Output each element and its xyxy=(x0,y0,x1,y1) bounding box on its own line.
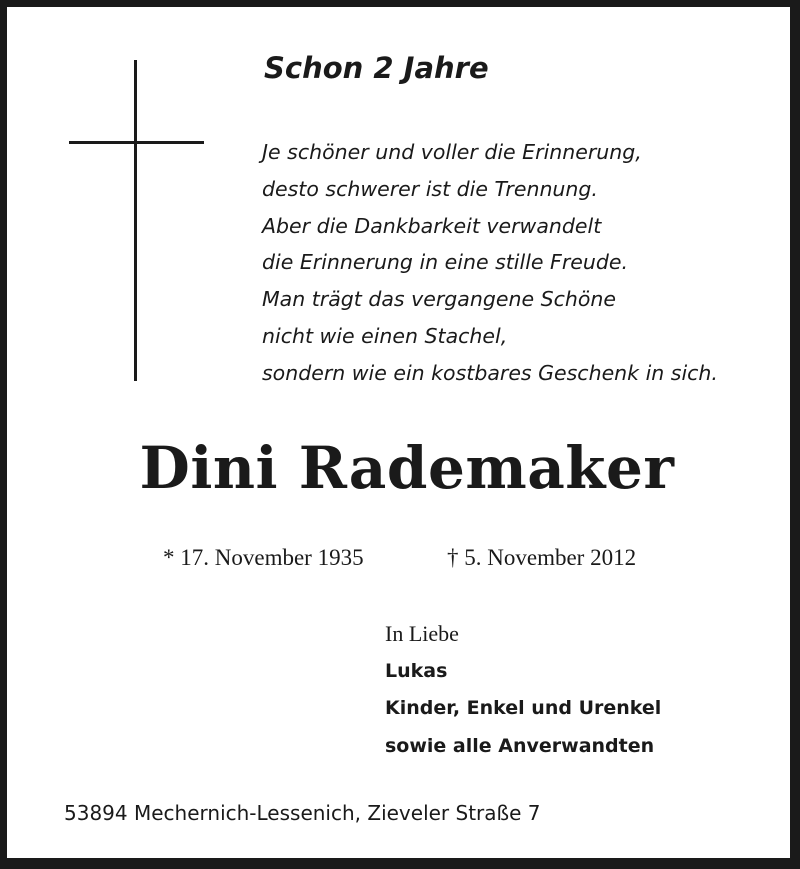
mourner-line: Kinder, Enkel und Urenkel xyxy=(385,697,662,719)
poem-line: Aber die Dankbarkeit verwandelt xyxy=(262,213,602,238)
poem-line: die Erinnerung in eine stille Freude. xyxy=(262,250,628,275)
notice-heading: Schon 2 Jahre xyxy=(264,51,489,85)
poem-line: nicht wie einen Stachel, xyxy=(262,323,508,348)
signature-intro: In Liebe xyxy=(385,621,459,646)
mourner-line: sowie alle Anverwandten xyxy=(385,734,655,757)
poem-line: sondern wie ein kostbares Geschenk in sich. xyxy=(262,360,718,385)
poem-line: Je schöner und voller die Erinnerung, xyxy=(262,140,642,164)
birth-date: * 17. November 1935 xyxy=(163,545,364,570)
memorial-poem xyxy=(262,134,718,392)
death-date: † 5. November 2012 xyxy=(447,545,637,570)
mourners-signature xyxy=(385,615,661,765)
mourning-address: 53894 Mechernich-Lessenich, Zieveler Straße 7 xyxy=(64,801,541,825)
poem-line: Man trägt das vergangene Schöne xyxy=(262,287,617,312)
cross-icon-horizontal-bar xyxy=(69,141,204,144)
deceased-name: Dini Rademaker xyxy=(139,434,675,502)
cross-icon-vertical-bar xyxy=(134,60,137,381)
mourner-line: Lukas xyxy=(385,659,448,682)
poem-line: desto schwerer ist die Trennung. xyxy=(262,176,598,201)
